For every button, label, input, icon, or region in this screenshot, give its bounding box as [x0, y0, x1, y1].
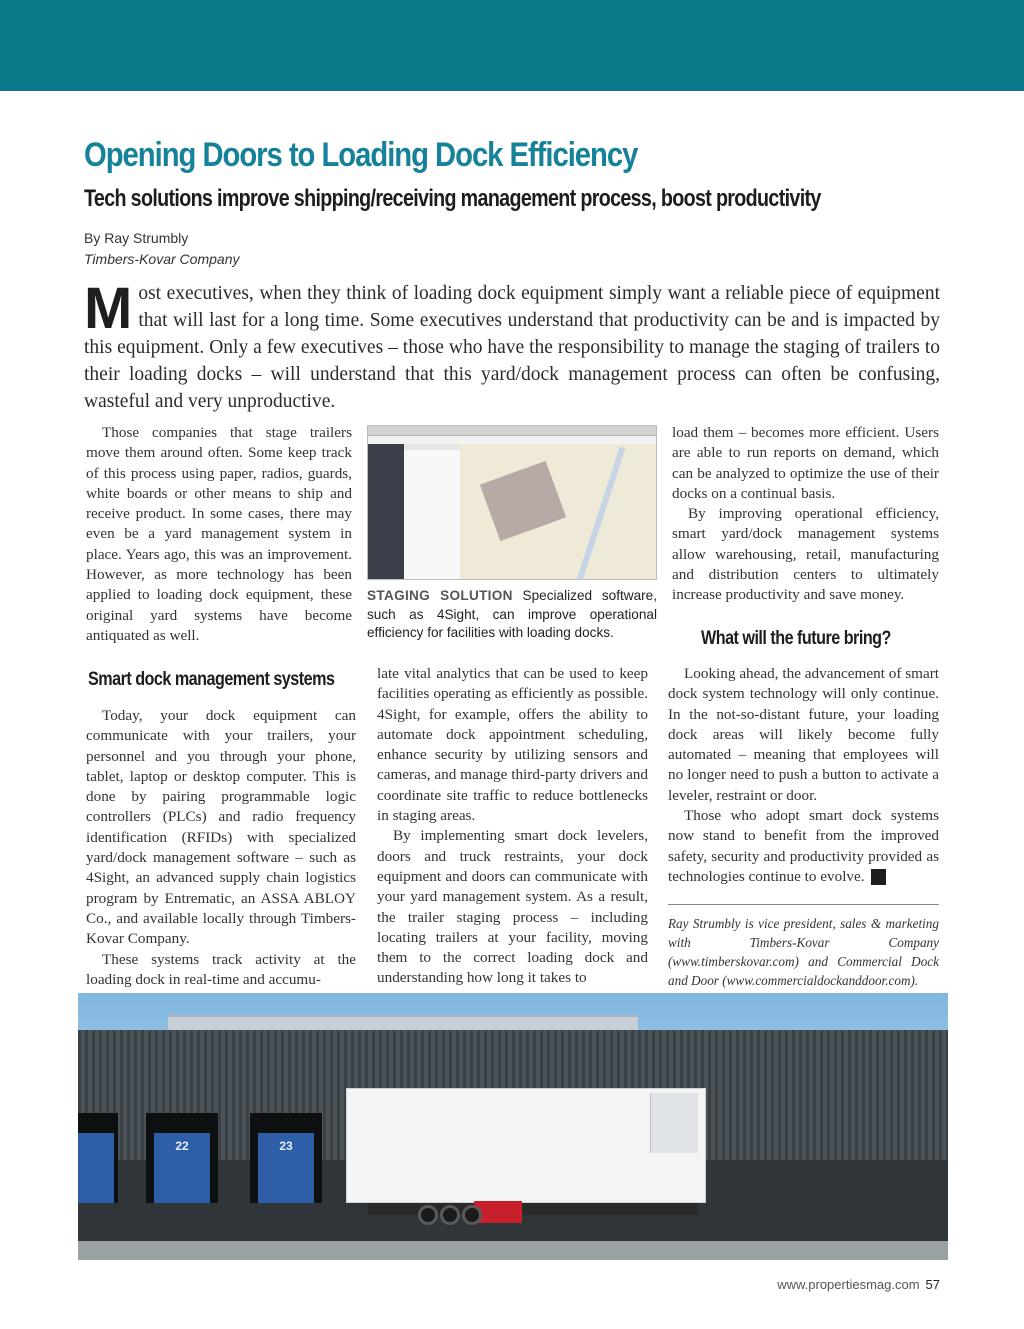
body-paragraph: late vital analytics that can be used to keep facilities operating as efficiently as possible. 4Sight, for example, offers the ability to automate dock appointment scheduling, enhance security by utilizing sensors and cameras, and manage third-party drivers and coordinate site traffic to reduce bottlenecks in staging areas.: [377, 665, 648, 825]
end-of-article-mark: P: [871, 869, 886, 885]
drop-cap: M: [84, 276, 133, 341]
image-caption: [367, 587, 657, 643]
body-paragraph: By improving operational efficiency, smart yard/dock management systems allow warehousing, retail, manufacturing and distribution centers to ultimately increase productivity and save money.: [672, 505, 939, 604]
body-paragraph: These systems track activity at the loading dock in real-time and accumu-: [86, 950, 356, 988]
top-color-band: [0, 0, 1024, 91]
caption-text: Specialized software, such as 4Sight, can improve operational efficiency for facilities with loading docks.: [367, 588, 658, 640]
caption-head: STAGING SOLUTION: [367, 588, 513, 603]
section-heading-future: What will the future bring?: [701, 628, 891, 649]
author-name: By Ray Strumbly: [84, 230, 189, 246]
article-title: Opening Doors to Loading Dock Efficiency: [84, 136, 638, 174]
column-1-top: [86, 423, 352, 646]
body-paragraph: Those who adopt smart dock systems now stand to benefit from the improved safety, security and productivity provided as technologies continue to evolve. P: [668, 807, 939, 885]
page-number: 57: [925, 1277, 940, 1292]
lede-text: ost executives, when they think of loading dock equipment simply want a reliable piece of equipment that will last for a long time. Some executives understand that productivity can be and is impacted by this equipment. Only a few executives – those who have the responsibility to manage the staging of trailers to their loading docks – will understand that this yard/dock management process can often be confusing, wasteful and very unproductive.: [84, 283, 940, 412]
body-paragraph: load them – becomes more efficient. Users are able to run reports on demand, which can be analyzed to optimize the use of their docks on a continual basis.: [672, 424, 939, 502]
column-3-bottom: [668, 664, 939, 887]
author-bio: Ray Strumbly is vice president, sales & marketing with Timbers-Kovar Company (www.timberskovar.com) and Commercial Dock and Door (www.commercialdockanddoor.com).: [668, 916, 939, 988]
byline: [84, 228, 239, 270]
column-3-top: [672, 423, 939, 606]
dock-door-number: 22: [175, 1139, 189, 1153]
article-subtitle: Tech solutions improve shipping/receiving management process, boost productivity: [84, 185, 821, 212]
lede-paragraph: [84, 276, 940, 415]
section-heading-smart-dock: Smart dock management systems: [88, 669, 335, 690]
body-paragraph: Today, your dock equipment can communicate with your trailers, your personnel and you through your phone, tablet, laptop or desktop computer. This is done by pairing programmable logic controllers (PLCs) and radio frequency identification (RFIDs) with specialized yard/dock management software – such as 4Sight, an advanced supply chain logistics program by Entrematic, an ASSA ABLOY Co., and available locally through Timbers-Kovar Company.: [86, 707, 356, 948]
column-2-bottom: [377, 664, 648, 989]
page-footer: [760, 1277, 940, 1292]
body-paragraph: By implementing smart dock levelers, doors and truck restraints, your dock equipment and doors can communicate with your yard management system. As a result, the trailer staging process – including locating trailers at your facility, moving them to the correct loading dock and understanding how long it takes to: [377, 827, 648, 987]
footer-website: www.propertiesmag.com: [777, 1277, 920, 1292]
body-paragraph: Looking ahead, the advancement of smart dock system technology will only continue. In the not-so-distant future, your loading dock areas will likely become fully automated – meaning that employees will no longer need to push a button to activate a leveler, restraint or door.: [668, 665, 939, 804]
dock-door-number: 23: [279, 1139, 293, 1153]
software-screenshot-image: [367, 425, 657, 580]
loading-dock-photo: [78, 993, 948, 1260]
author-company: Timbers-Kovar Company: [84, 251, 240, 267]
body-paragraph: Those companies that stage trailers move them around often. Some keep track of this process using paper, radios, guards, white boards or other means to ship and receive product. In some cases, there may even be a yard management system in place. Years ago, this was an improvement. However, as more technology has been applied to loading dock equipment, these original yard systems have become antiquated as well.: [86, 424, 352, 644]
bio-divider: [668, 904, 939, 905]
column-1-bottom: [86, 706, 356, 990]
